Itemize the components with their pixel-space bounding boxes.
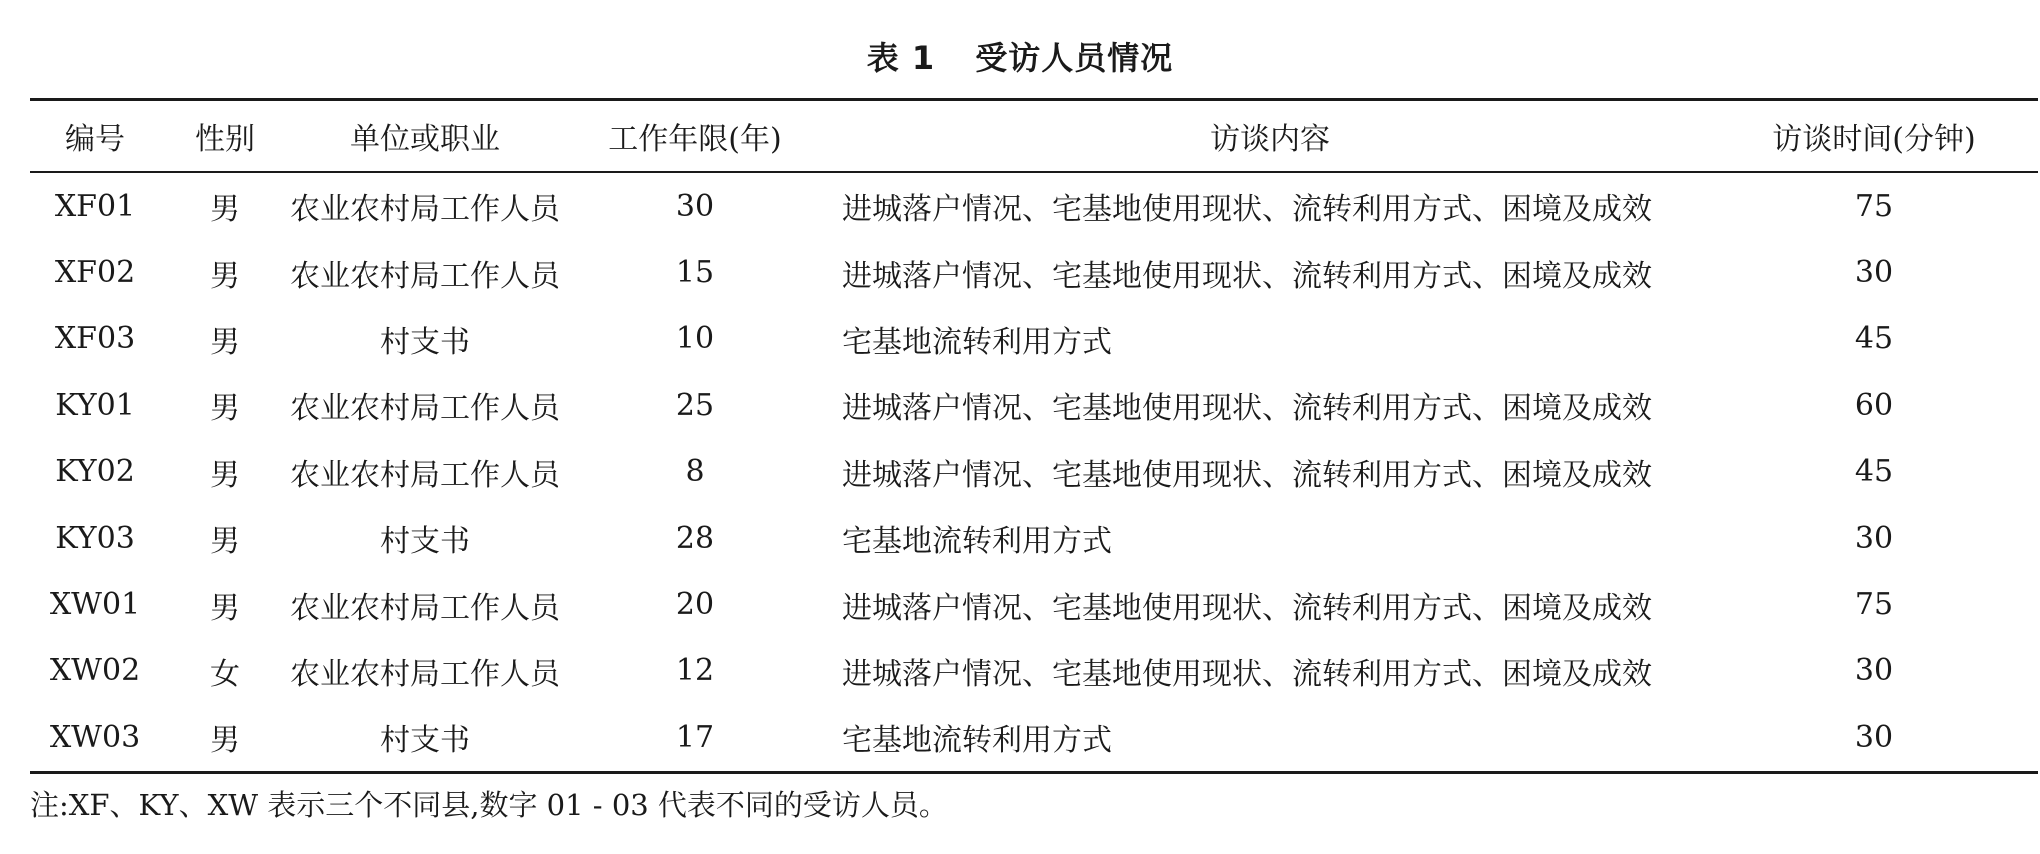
header-id: 编号 — [65, 122, 125, 157]
table-caption-number: 表 1 — [866, 39, 936, 77]
cell-years: 12 — [675, 653, 715, 689]
cell-occupation: 农业农村局工作人员 — [290, 258, 560, 294]
header-content: 访谈内容 — [1210, 122, 1330, 157]
cell-duration: 30 — [1854, 719, 1894, 755]
interviewee-table — [30, 98, 2038, 774]
cell-years: 15 — [675, 255, 715, 291]
cell-content: 进城落户情况、宅基地使用现状、流转利用方式、困境及成效 — [842, 457, 1652, 493]
table-caption — [0, 28, 2040, 88]
cell-duration: 30 — [1854, 520, 1894, 556]
cell-gender: 男 — [210, 324, 240, 360]
cell-content: 宅基地流转利用方式 — [842, 324, 1112, 360]
table-row — [30, 505, 2038, 571]
cell-occupation: 村支书 — [380, 324, 470, 360]
header-occupation: 单位或职业 — [350, 122, 500, 157]
cell-id: KY01 — [55, 387, 135, 423]
cell-occupation: 农业农村局工作人员 — [290, 192, 560, 228]
cell-id: XW01 — [49, 587, 141, 623]
cell-gender: 女 — [210, 656, 240, 692]
cell-years: 8 — [685, 454, 705, 490]
cell-years: 20 — [675, 587, 715, 623]
cell-duration: 60 — [1854, 387, 1894, 423]
cell-duration: 75 — [1854, 587, 1894, 623]
table-row — [30, 372, 2038, 438]
cell-years: 28 — [675, 520, 715, 556]
cell-id: XF03 — [54, 321, 136, 357]
cell-occupation: 村支书 — [380, 524, 470, 560]
cell-occupation: 农业农村局工作人员 — [290, 656, 560, 692]
cell-gender: 男 — [210, 723, 240, 759]
table-row — [30, 638, 2038, 704]
cell-occupation: 农业农村局工作人员 — [290, 590, 560, 626]
cell-years: 10 — [675, 321, 715, 357]
cell-id: XF01 — [54, 188, 136, 224]
cell-gender: 男 — [210, 258, 240, 294]
header-duration: 访谈时间(分钟) — [1772, 122, 1976, 157]
cell-content: 进城落户情况、宅基地使用现状、流转利用方式、困境及成效 — [842, 192, 1652, 228]
table-caption-title: 受访人员情况 — [975, 39, 1174, 77]
cell-years: 25 — [675, 387, 715, 423]
cell-content: 进城落户情况、宅基地使用现状、流转利用方式、困境及成效 — [842, 391, 1652, 427]
cell-content: 进城落户情况、宅基地使用现状、流转利用方式、困境及成效 — [842, 258, 1652, 294]
cell-content: 进城落户情况、宅基地使用现状、流转利用方式、困境及成效 — [842, 590, 1652, 626]
cell-gender: 男 — [210, 524, 240, 560]
cell-id: KY02 — [55, 454, 135, 490]
header-gender: 性别 — [195, 122, 255, 157]
cell-gender: 男 — [210, 457, 240, 493]
table-note: 注:XF、KY、XW 表示三个不同县,数字 01 - 03 代表不同的受访人员。 — [30, 788, 948, 822]
cell-gender: 男 — [210, 590, 240, 626]
cell-years: 17 — [675, 719, 715, 755]
table-row — [30, 704, 2038, 772]
cell-years: 30 — [675, 188, 715, 224]
table-row — [30, 239, 2038, 305]
cell-duration: 75 — [1854, 188, 1894, 224]
table-header-row — [30, 100, 2038, 173]
cell-occupation: 村支书 — [380, 723, 470, 759]
cell-occupation: 农业农村局工作人员 — [290, 391, 560, 427]
table-row — [30, 439, 2038, 505]
cell-id: XF02 — [54, 255, 136, 291]
table-row — [30, 571, 2038, 637]
cell-duration: 45 — [1854, 454, 1894, 490]
table-row — [30, 306, 2038, 372]
cell-gender: 男 — [210, 391, 240, 427]
cell-id: XW02 — [49, 653, 141, 689]
cell-gender: 男 — [210, 192, 240, 228]
cell-id: XW03 — [49, 719, 141, 755]
cell-content: 进城落户情况、宅基地使用现状、流转利用方式、困境及成效 — [842, 656, 1652, 692]
header-years: 工作年限(年) — [608, 122, 782, 157]
cell-duration: 45 — [1854, 321, 1894, 357]
cell-duration: 30 — [1854, 255, 1894, 291]
cell-content: 宅基地流转利用方式 — [842, 723, 1112, 759]
cell-content: 宅基地流转利用方式 — [842, 524, 1112, 560]
cell-duration: 30 — [1854, 653, 1894, 689]
cell-occupation: 农业农村局工作人员 — [290, 457, 560, 493]
cell-id: KY03 — [55, 520, 135, 556]
table-row — [30, 172, 2038, 239]
